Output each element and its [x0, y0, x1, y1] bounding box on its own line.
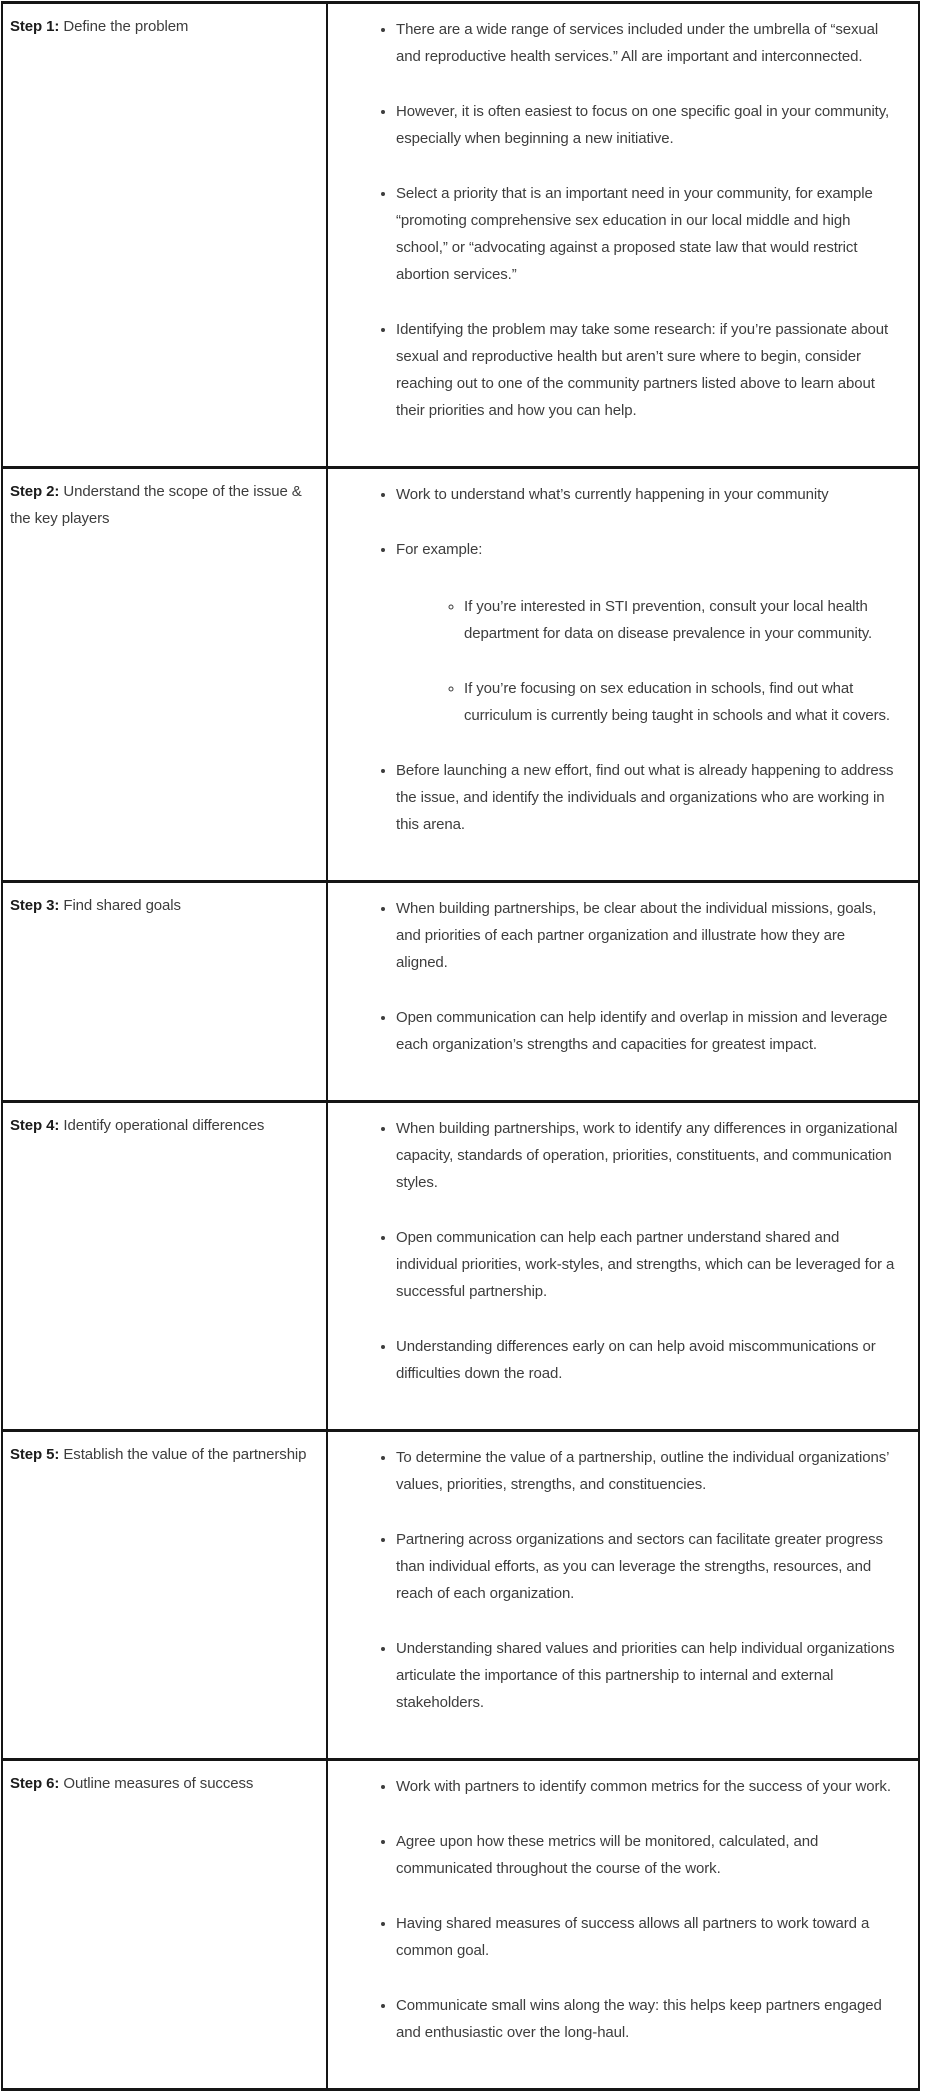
sub-bullet-item: [464, 675, 898, 729]
bullet-text: • Work to understand what’s currently happening in your community: [396, 486, 829, 503]
table-row: [2, 1760, 919, 2090]
step-title-text: Understand the scope of the issue & the key players: [10, 483, 302, 527]
bullet-text: • For example:: [396, 541, 483, 558]
step-number-label: Step 3:: [10, 897, 60, 914]
step-title-cell: [2, 1760, 327, 2090]
bullet-text: • Select a priority that is an important need in your community, for example “promoting comprehensive sex education in our local middle and high school,” or “advocating against a proposed state law that would restrict abortion services.”: [396, 185, 873, 283]
step-number-label: Step 6:: [10, 1775, 60, 1792]
bullet-list: [342, 1115, 898, 1387]
step-number-label: Step 4:: [10, 1117, 60, 1134]
bullet-text: • Communicate small wins along the way: this helps keep partners engaged and enthusiastic over the long-haul.: [396, 1997, 882, 2041]
step-details-cell: [327, 3, 919, 468]
table-row: [2, 468, 919, 882]
step-title-text: Outline measures of success: [63, 1775, 254, 1792]
bullet-item: [396, 757, 898, 838]
bullet-text: • Open communication can help each partner understand shared and individual priorities, work-styles, and strengths, which can be leveraged for a successful partnership.: [396, 1229, 895, 1300]
bullet-list: [342, 16, 898, 424]
bullet-text: • Partnering across organizations and sectors can facilitate greater progress than individual efforts, as you can leverage the strengths, resources, and reach of each organization.: [396, 1531, 883, 1602]
table-row: [2, 3, 919, 468]
table-row: [2, 1431, 919, 1760]
bullet-item: [396, 1910, 898, 1964]
table-row: [2, 882, 919, 1102]
step-number-label: Step 5:: [10, 1446, 60, 1463]
step-details-cell: [327, 1102, 919, 1431]
bullet-item: [396, 1333, 898, 1387]
bullet-item: [396, 1992, 898, 2046]
step-number-label: Step 2:: [10, 483, 60, 500]
step-title-text: Identify operational differences: [63, 1117, 265, 1134]
bullet-item: [396, 1115, 898, 1196]
bullet-item: [396, 16, 898, 70]
step-title-text: Establish the value of the partnership: [63, 1446, 307, 1463]
bullet-text: • When building partnerships, work to identify any differences in organizational capacity, standards of operation, priorities, constituents, and communication styles.: [396, 1120, 898, 1191]
bullet-text: • Work with partners to identify common metrics for the success of your work.: [396, 1778, 891, 1795]
step-title-cell: [2, 3, 327, 468]
bullet-item: [396, 895, 898, 976]
bullet-item: [396, 1444, 898, 1498]
step-title-cell: [2, 1431, 327, 1760]
step-title-cell: [2, 1102, 327, 1431]
bullet-text: • Identifying the problem may take some research: if you’re passionate about sexual and reproductive health but aren’t sure where to begin, consider reaching out to one of the community partners listed above to learn about their priorities and how you can help.: [396, 321, 889, 419]
steps-table-body: [2, 3, 919, 2090]
bullet-item: [396, 1828, 898, 1882]
bullet-item: [396, 1635, 898, 1716]
sub-bullet-text: ◦ If you’re interested in STI prevention, consult your local health department for data on disease prevalence in your community.: [464, 598, 873, 642]
step-title-cell: [2, 468, 327, 882]
sub-bullet-item: [464, 593, 898, 647]
step-title-text: Define the problem: [63, 18, 189, 35]
bullet-text: • To determine the value of a partnership, outline the individual organizations’ values, priorities, strengths, and constituencies.: [396, 1449, 889, 1493]
step-details-cell: [327, 468, 919, 882]
step-details-cell: [327, 1760, 919, 2090]
bullet-text: • Understanding shared values and priorities can help individual organizations articulate the importance of this partnership to internal and external stakeholders.: [396, 1640, 895, 1711]
bullet-list: [342, 895, 898, 1058]
sub-bullet-list: [396, 593, 898, 729]
bullet-text: • Open communication can help identify and overlap in mission and leverage each organization’s strengths and capacities for greatest impact.: [396, 1009, 888, 1053]
step-details-cell: [327, 1431, 919, 1760]
step-details-cell: [327, 882, 919, 1102]
bullet-item: [396, 536, 898, 729]
step-title-text: Find shared goals: [63, 897, 181, 914]
sub-bullet-text: ◦ If you’re focusing on sex education in schools, find out what curriculum is currently being taught in schools and what it covers.: [464, 680, 891, 724]
bullet-text: • There are a wide range of services included under the umbrella of “sexual and reproductive health services.” All are important and interconnected.: [396, 21, 879, 65]
bullet-text: • Agree upon how these metrics will be monitored, calculated, and communicated throughout the course of the work.: [396, 1833, 819, 1877]
bullet-item: [396, 180, 898, 288]
bullet-item: [396, 1773, 898, 1800]
table-row: [2, 1102, 919, 1431]
step-number-label: Step 1:: [10, 18, 60, 35]
bullet-item: [396, 98, 898, 152]
bullet-text: • When building partnerships, be clear about the individual missions, goals, and priorities of each partner organization and illustrate how they are aligned.: [396, 900, 877, 971]
bullet-item: [396, 1004, 898, 1058]
step-title-cell: [2, 882, 327, 1102]
bullet-text: • Having shared measures of success allows all partners to work toward a common goal.: [396, 1915, 870, 1959]
steps-table: [1, 1, 920, 2091]
bullet-text: • Before launching a new effort, find out what is already happening to address the issue, and identify the individuals and organizations who are working in this arena.: [396, 762, 894, 833]
bullet-text: • However, it is often easiest to focus on one specific goal in your community, especially when beginning a new initiative.: [396, 103, 890, 147]
bullet-text: • Understanding differences early on can help avoid miscommunications or difficulties down the road.: [396, 1338, 876, 1382]
bullet-item: [396, 481, 898, 508]
bullet-item: [396, 1526, 898, 1607]
bullet-list: [342, 1773, 898, 2046]
bullet-list: [342, 1444, 898, 1716]
bullet-item: [396, 1224, 898, 1305]
bullet-item: [396, 316, 898, 424]
bullet-list: [342, 481, 898, 838]
